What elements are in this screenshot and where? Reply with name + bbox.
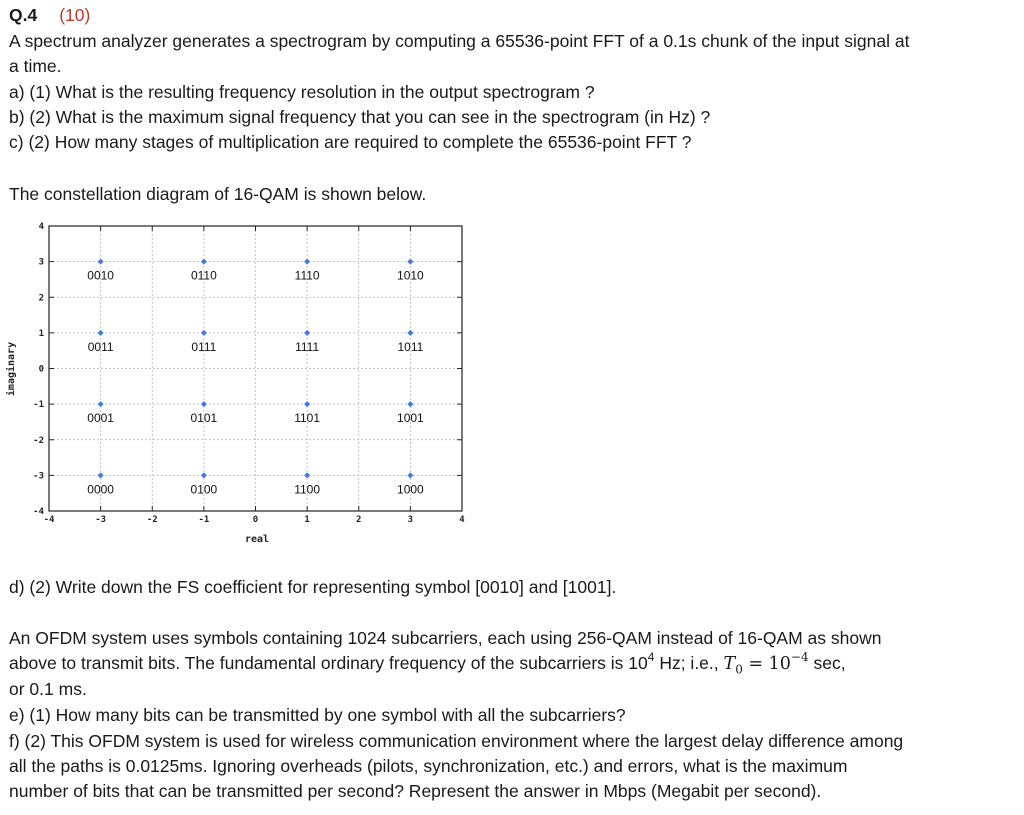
y-tick-label: -1 (33, 400, 44, 411)
point-label: 1110 (294, 268, 320, 283)
x-tick-label: 3 (407, 515, 414, 525)
point-label: 0000 (87, 482, 114, 497)
x-tick-label: 2 (356, 515, 362, 525)
x-tick-label: -2 (146, 515, 158, 525)
y-tick-label: -2 (33, 435, 44, 446)
part-e: e) (1) How many bits can be transmitted by one symbol with all the subcarriers? (9, 705, 626, 725)
y-tick-label: 1 (38, 328, 44, 339)
ofdm-line-2-mid: Hz; i.e., (654, 653, 724, 673)
point-label: 1000 (397, 482, 424, 497)
intro-line-1: A spectrum analyzer generates a spectrogram by computing a 65536-point FFT of a 0.1s chunk of the input signal at (9, 31, 910, 51)
point-label: 1111 (295, 339, 320, 354)
period-exponent: −4 (790, 650, 809, 665)
point-label: 0011 (87, 339, 114, 354)
question-header (9, 4, 90, 26)
ofdm-line-3: or 0.1 ms. (9, 679, 87, 699)
x-tick-label: -1 (198, 515, 210, 525)
question-number: Q.4 (9, 5, 38, 25)
question-points: (10) (59, 5, 91, 25)
period-subscript: 0 (735, 662, 743, 677)
part-f-line-1: f) (2) This OFDM system is used for wireless communication environment where the largest delay difference among (9, 731, 904, 751)
constellation-intro: The constellation diagram of 16-QAM is shown below. (9, 184, 427, 204)
x-tick-label: -4 (43, 515, 55, 525)
part-a: a) (1) What is the resulting frequency resolution in the output spectrogram ? (9, 82, 595, 102)
period-symbol: T (723, 654, 736, 674)
point-label: 0100 (190, 482, 218, 497)
y-axis-label: imaginary (6, 341, 17, 397)
point-label: 1011 (397, 339, 424, 354)
point-label: 0001 (87, 411, 114, 426)
x-tick-label: 1 (304, 515, 310, 525)
point-label: 1100 (294, 482, 321, 497)
y-tick-labels (33, 222, 44, 517)
y-tick-label: 4 (38, 222, 44, 232)
ofdm-line-2-post: sec, (808, 653, 846, 673)
y-tick-label: 3 (38, 257, 44, 268)
point-label: 0110 (190, 268, 217, 283)
period-equation: = 10 (742, 654, 791, 674)
part-f-line-2: all the paths is 0.0125ms. Ignoring overheads (pilots, synchronization, etc.) and errors, what is the maximum (9, 756, 848, 776)
part-f-line-3: number of bits that can be transmitted per second? Represent the answer in Mbps (Megabit per second). (9, 781, 822, 801)
point-label: 0010 (87, 268, 114, 283)
ofdm-line-2 (9, 652, 846, 675)
part-d: d) (2) Write down the FS coefficient for representing symbol [0010] and [1001]. (9, 577, 617, 597)
y-tick-label: -3 (33, 471, 44, 482)
point-label: 1101 (294, 411, 321, 426)
constellation-diagram (0, 212, 490, 557)
point-label: 0111 (191, 339, 217, 354)
point-label: 0101 (190, 411, 218, 426)
y-tick-label: 2 (38, 293, 44, 304)
x-tick-label: 4 (459, 515, 465, 525)
intro-line-2: a time. (9, 56, 62, 76)
freq-base: 10 (628, 653, 648, 673)
x-tick-labels (44, 515, 466, 525)
x-tick-label: -3 (95, 515, 107, 525)
freq-exponent: 4 (647, 650, 655, 665)
x-axis-label: real (244, 534, 270, 545)
point-label: 1001 (397, 411, 424, 426)
ofdm-line-2-pre: above to transmit bits. The fundamental ordinary frequency of the subcarriers is (9, 653, 629, 673)
y-tick-label: 0 (38, 364, 44, 375)
x-tick-label: 0 (252, 515, 259, 525)
point-label: 1010 (397, 268, 424, 283)
part-c: c) (2) How many stages of multiplication are required to complete the 65536-point FFT ? (9, 132, 692, 152)
y-tick-label: -4 (33, 507, 44, 517)
part-b: b) (2) What is the maximum signal frequency that you can see in the spectrogram (in Hz) ? (9, 107, 711, 127)
ofdm-line-1: An OFDM system uses symbols containing 1024 subcarriers, each using 256-QAM instead of 16-QAM as shown (9, 628, 882, 648)
